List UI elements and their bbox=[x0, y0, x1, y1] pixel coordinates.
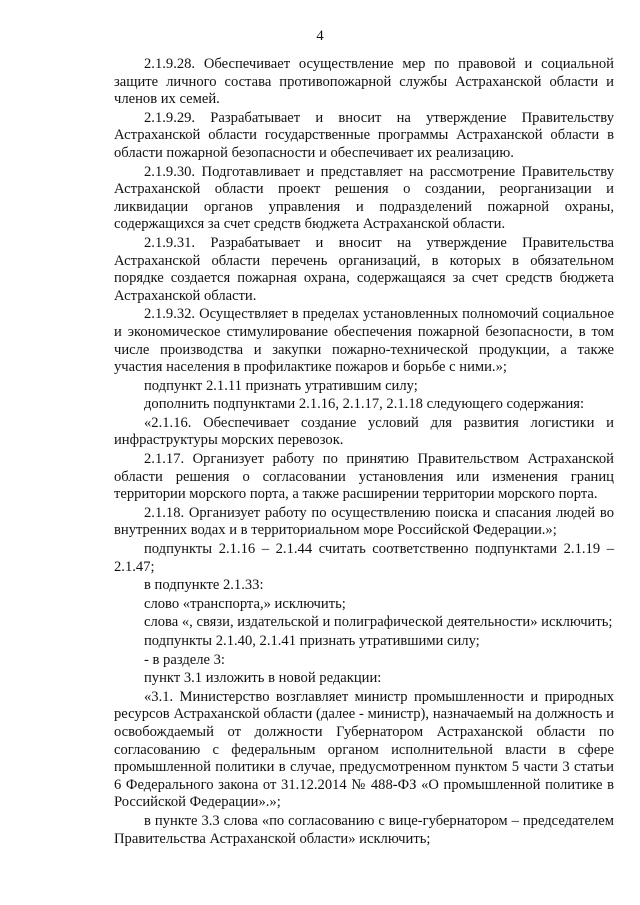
paragraph-2-1-18: 2.1.18. Организует работу по осуществлению поиска и спасания людей во внутренних водах и в территориальном море Российской Федерации.»; bbox=[114, 504, 614, 539]
paragraph-words-communication: слова «, связи, издательской и полиграфической деятельности» исключить; bbox=[144, 614, 613, 631]
paragraph-items-2-1-40-41: подпункты 2.1.40, 2.1.41 признать утратившими силу; bbox=[144, 633, 480, 649]
paragraph-2-1-9-28: 2.1.9.28. Обеспечивает осуществление мер по правовой и социальной защите личного состава противопожарной службы Астраханской области и членов их семей. bbox=[114, 56, 614, 108]
page-number: 4 bbox=[316, 28, 324, 44]
paragraph-add-items: дополнить подпунктами 2.1.16, 2.1.17, 2.1.18 следующего содержания: bbox=[144, 396, 585, 413]
paragraph-2-1-9-29: 2.1.9.29. Разрабатывает и вносит на утверждение Правительству Астраханской области государственные программы Астраханской области в области пожарной безопасности и обеспечивает их реализацию. bbox=[114, 109, 614, 161]
paragraph-2-1-9-30: 2.1.9.30. Подготавливает и представляет на рассмотрение Правительству Астраханской области проект решения о создании, реорганизации и ликвидации органов управления и подразделений пожарной охраны, содержащихся за счет средств бюджета Астраханской области. bbox=[114, 163, 614, 233]
paragraph-2-1-9-32: 2.1.9.32. Осуществляет в пределах установленных полномочий социальное и экономическое стимулирование обеспечения пожарной безопасности, в том числе производства и закупки пожарно-технической продукции, а также участия населения в профилактике пожаров и борьбе с ними.»; bbox=[114, 306, 614, 376]
paragraph-2-1-9-31: 2.1.9.31. Разрабатывает и вносит на утверждение Правительства Астраханской области перечень организаций, в которых в обязательном порядке создается пожарная охрана, содержащаяся за счет средств бюджета Астраханской области. bbox=[114, 234, 614, 304]
paragraph-item-2-1-33: в подпункте 2.1.33: bbox=[144, 577, 264, 594]
paragraph-renumber: подпункты 2.1.16 – 2.1.44 считать соответственно подпунктами 2.1.19 – 2.1.47; bbox=[114, 541, 614, 575]
paragraph-3-1-text: «3.1. Министерство возглавляет министр промышленности и природных ресурсов Астраханской области (далее - министр), назначаемый на должность и освобождаемый от должности Губернатором Астраханской области по согласованию с федеральным органом исполнительной власти в сфере промышленной политики в случае, предусмотренном пунктом 5 части 3 статьи 6 Федерального закона от 31.12.2014 № 488-ФЗ «О промышленной политике в Российской Федерации».»; bbox=[114, 688, 614, 811]
paragraph-item-2-1-11-repealed: подпункт 2.1.11 признать утратившим силу; bbox=[144, 377, 418, 394]
paragraph-2-1-16: «2.1.16. Обеспечивает создание условий для развития логистики и инфраструктуры морских перевозок. bbox=[114, 414, 614, 449]
document-body bbox=[114, 56, 614, 849]
paragraph-item-3-1: пункт 3.1 изложить в новой редакции: bbox=[144, 670, 382, 687]
paragraph-2-1-17: 2.1.17. Организует работу по принятию Правительством Астраханской области решения о согласовании установления или изменения границ территории морского порта, а также расширении территории морского порта. bbox=[114, 451, 614, 503]
paragraph-section-3: - в разделе 3: bbox=[144, 651, 225, 668]
paragraph-item-3-3: в пункте 3.3 слова «по согласованию с вице-губернатором – председателем Правительства Астраханской области» исключить; bbox=[114, 812, 614, 847]
paragraph-word-transport: слово «транспорта,» исключить; bbox=[144, 595, 346, 612]
